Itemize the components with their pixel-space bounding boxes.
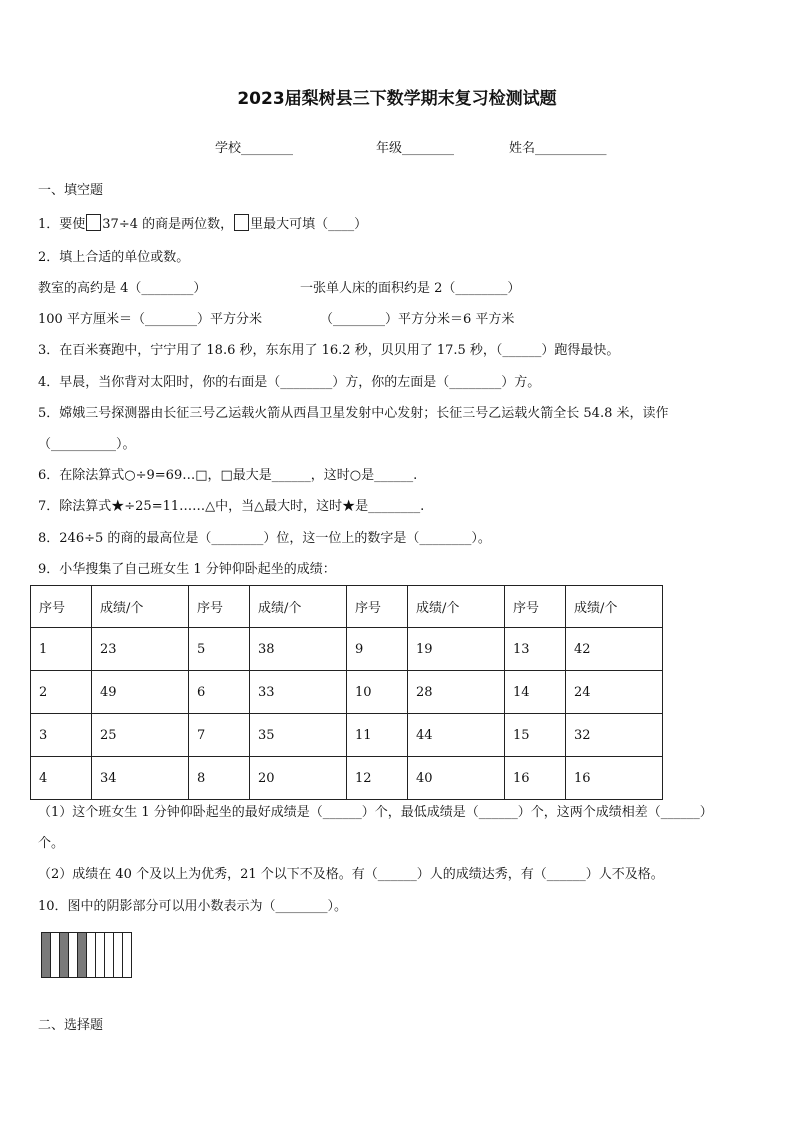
table-header-cell: 序号 — [31, 586, 92, 628]
strip-cell — [69, 933, 78, 977]
table-header-cell: 成绩/个 — [250, 586, 347, 628]
strip-cell — [123, 933, 131, 977]
table-cell: 40 — [408, 757, 505, 800]
grade-field: 年级________ — [376, 141, 455, 156]
question-4: 4．早晨，当你背对太阳时，你的右面是（________）方，你的左面是（________）方。 — [38, 375, 541, 390]
table-cell: 3 — [31, 714, 92, 757]
table-cell: 16 — [566, 757, 663, 800]
table-cell: 10 — [347, 671, 408, 714]
table-header-cell: 成绩/个 — [566, 586, 663, 628]
table-cell: 32 — [566, 714, 663, 757]
scores-table — [30, 585, 663, 800]
question-9: 9．小华搜集了自己班女生 1 分钟仰卧起坐的成绩： — [38, 562, 336, 577]
table-cell: 16 — [505, 757, 566, 800]
question-7: 7．除法算式★÷25=11……△中，当△最大时，这时★是________. — [38, 499, 425, 514]
table-row — [31, 628, 663, 671]
strip-cell-shaded — [78, 933, 87, 977]
question-1-part-a: 1．要使 — [38, 217, 86, 232]
table-cell: 1 — [31, 628, 92, 671]
table-row — [31, 671, 663, 714]
blank-box-icon — [86, 214, 101, 231]
strip-cell — [114, 933, 123, 977]
table-cell: 38 — [250, 628, 347, 671]
table-cell: 25 — [92, 714, 189, 757]
table-cell: 42 — [566, 628, 663, 671]
table-cell: 19 — [408, 628, 505, 671]
table-cell: 44 — [408, 714, 505, 757]
question-2: 2．填上合适的单位或数。 — [38, 250, 190, 265]
table-cell: 15 — [505, 714, 566, 757]
section-heading-fill-in: 一、填空题 — [38, 183, 104, 198]
strip-cell — [105, 933, 114, 977]
strip-cell — [51, 933, 60, 977]
table-cell: 2 — [31, 671, 92, 714]
school-field: 学校________ — [215, 141, 294, 156]
blank-box-icon — [234, 214, 249, 231]
table-cell: 35 — [250, 714, 347, 757]
question-3: 3．在百米赛跑中，宁宁用了 18.6 秒，东东用了 16.2 秒，贝贝用了 17.5 秒，（______）跑得最快。 — [38, 343, 620, 358]
shaded-strip-figure — [41, 932, 132, 978]
question-9-part-1-line-2: 个。 — [38, 836, 65, 851]
question-1 — [38, 214, 367, 233]
table-header-cell: 序号 — [505, 586, 566, 628]
question-2d: （________）平方分米＝6 平方米 — [320, 312, 515, 327]
question-9-part-2: （2）成绩在 40 个及以上为优秀，21 个以下不及格。有（______）人的成绩达秀，有（______）人不及格。 — [38, 867, 664, 882]
table-cell: 4 — [31, 757, 92, 800]
table-cell: 11 — [347, 714, 408, 757]
table-header-cell: 序号 — [347, 586, 408, 628]
table-header-cell: 序号 — [189, 586, 250, 628]
question-8: 8．246÷5 的商的最高位是（________）位，这一位上的数字是（________）。 — [38, 531, 491, 546]
table-header-row — [31, 586, 663, 628]
strip-cell — [87, 933, 96, 977]
table-cell: 24 — [566, 671, 663, 714]
question-2a: 教室的高约是 4（________） — [38, 281, 207, 296]
table-cell: 8 — [189, 757, 250, 800]
strip-cell — [96, 933, 105, 977]
page-title: 2023届梨树县三下数学期末复习检测试题 — [237, 89, 557, 109]
table-cell: 13 — [505, 628, 566, 671]
table-cell: 12 — [347, 757, 408, 800]
strip-cell-shaded — [42, 933, 51, 977]
table-cell: 6 — [189, 671, 250, 714]
table-cell: 34 — [92, 757, 189, 800]
table-cell: 23 — [92, 628, 189, 671]
strip-cell-shaded — [60, 933, 69, 977]
question-6: 6．在除法算式○÷9=69…□，□最大是______，这时○是______. — [38, 468, 418, 483]
question-10: 10．图中的阴影部分可以用小数表示为（________）。 — [38, 899, 348, 914]
table-row — [31, 757, 663, 800]
question-2b: 一张单人床的面积约是 2（________） — [300, 281, 521, 296]
table-cell: 28 — [408, 671, 505, 714]
question-2c: 100 平方厘米＝（________）平方分米 — [38, 312, 262, 327]
table-cell: 9 — [347, 628, 408, 671]
table-cell: 7 — [189, 714, 250, 757]
question-1-part-c: 里最大可填（____） — [250, 217, 368, 232]
section-heading-multiple-choice: 二、选择题 — [38, 1018, 104, 1033]
table-header-cell: 成绩/个 — [92, 586, 189, 628]
question-9-part-1-line-1: （1）这个班女生 1 分钟仰卧起坐的最好成绩是（______）个，最低成绩是（______）个，这两个成绩相差（______） — [38, 805, 713, 820]
table-cell: 33 — [250, 671, 347, 714]
table-cell: 20 — [250, 757, 347, 800]
name-field: 姓名___________ — [509, 141, 607, 156]
table-cell: 49 — [92, 671, 189, 714]
question-5-line-1: 5．嫦娥三号探测器由长征三号乙运载火箭从西昌卫星发射中心发射；长征三号乙运载火箭全长 54.8 米，读作 — [38, 406, 669, 421]
table-row — [31, 714, 663, 757]
question-5-line-2: （__________）。 — [38, 437, 136, 452]
table-cell: 5 — [189, 628, 250, 671]
question-1-part-b: 37÷4 的商是两位数， — [102, 217, 234, 232]
table-header-cell: 成绩/个 — [408, 586, 505, 628]
table-cell: 14 — [505, 671, 566, 714]
